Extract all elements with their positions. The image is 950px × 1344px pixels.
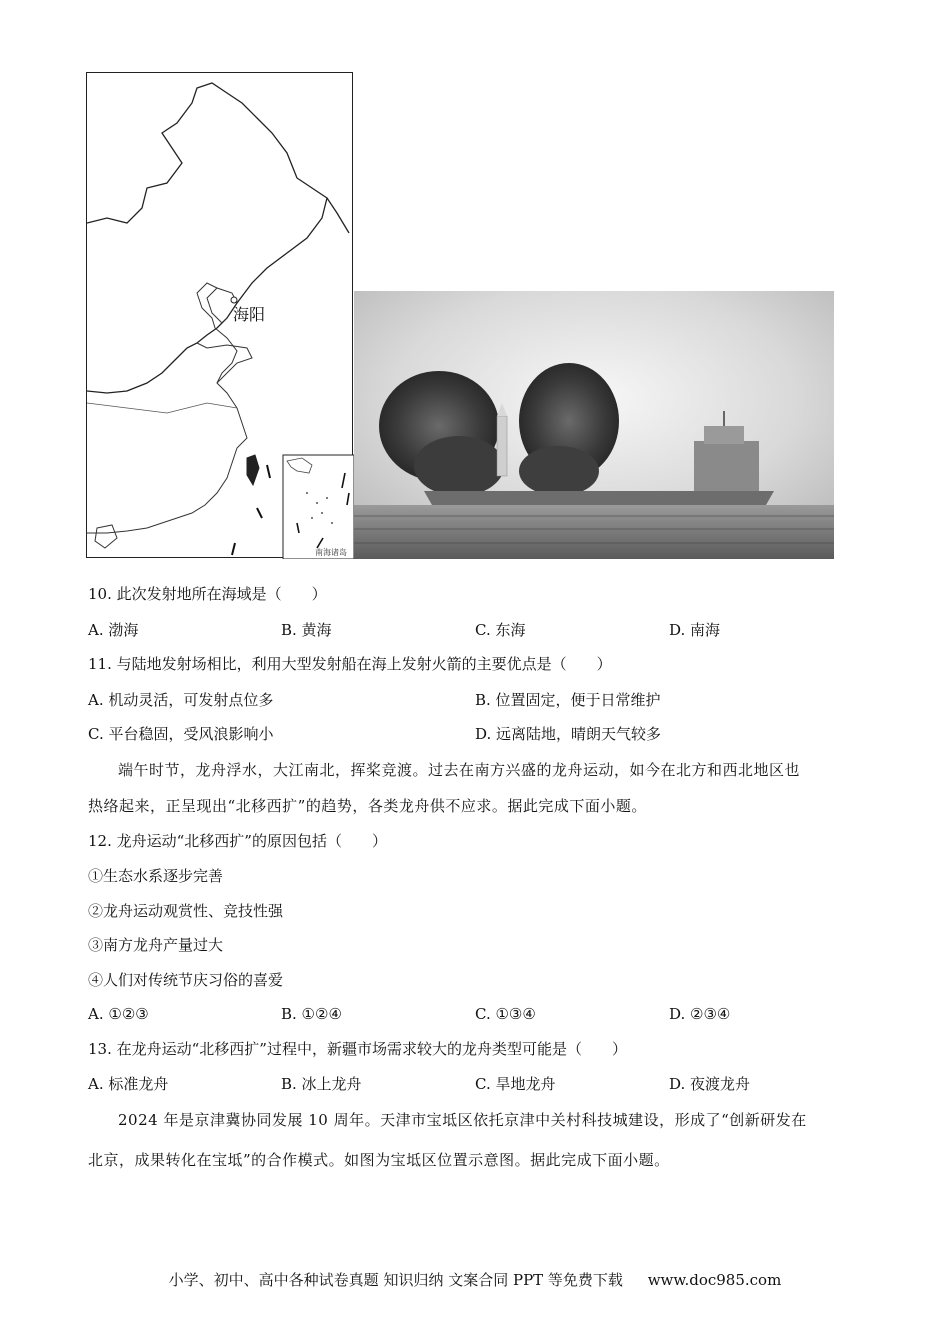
launch-illustration [354, 291, 834, 559]
q12-option-a[interactable]: A. ①②③ [88, 1005, 149, 1023]
q12-item-2: ②龙舟运动观赏性、竞技性强 [88, 902, 284, 920]
passage-dragon-boat-line1: 端午时节，龙舟浮水，大江南北，挥桨竞渡。过去在南方兴盛的龙舟运动，如今在北方和西北地区也 [118, 761, 801, 779]
q12-option-d[interactable]: D. ②③④ [669, 1005, 731, 1023]
q12-item-1: ①生态水系逐步完善 [88, 867, 224, 885]
q12-item-3: ③南方龙舟产量过大 [88, 936, 224, 954]
inset-label: 南海诸岛 [315, 548, 347, 557]
china-coast-map [86, 72, 353, 558]
passage-jingjinji-line1: 2024 年是京津冀协同发展 10 周年。天津市宝坻区依托京津中关村科技城建设，形成了“创新研发在 [118, 1111, 807, 1129]
map-outline [87, 73, 354, 559]
sea-launch-photo [354, 291, 834, 559]
q11-option-a[interactable]: A. 机动灵活，可发射点位多 [88, 691, 274, 709]
q10-option-a[interactable]: A. 渤海 [88, 621, 139, 639]
q10-option-b[interactable]: B. 黄海 [281, 621, 332, 639]
q13-option-c[interactable]: C. 旱地龙舟 [475, 1075, 556, 1093]
q13-option-b[interactable]: B. 冰上龙舟 [281, 1075, 362, 1093]
passage-jingjinji-line2: 北京，成果转化在宝坻”的合作模式。如图为宝坻区位置示意图。据此完成下面小题。 [88, 1151, 670, 1169]
q11-option-b[interactable]: B. 位置固定，便于日常维护 [475, 691, 661, 709]
q13-option-a[interactable]: A. 标准龙舟 [88, 1075, 169, 1093]
q13-option-d[interactable]: D. 夜渡龙舟 [669, 1075, 751, 1093]
q11-stem: 11. 与陆地发射场相比，利用大型发射船在海上发射火箭的主要优点是（ ） [88, 655, 612, 673]
q12-stem: 12. 龙舟运动“北移西扩”的原因包括（ ） [88, 832, 387, 850]
q10-option-d[interactable]: D. 南海 [669, 621, 721, 639]
q12-option-b[interactable]: B. ①②④ [281, 1005, 342, 1023]
footer-text: 小学、初中、高中各种试卷真题 知识归纳 文案合同 PPT 等免费下载 [168, 1271, 623, 1289]
q10-option-c[interactable]: C. 东海 [475, 621, 526, 639]
q11-option-d[interactable]: D. 远离陆地，晴朗天气较多 [475, 725, 662, 743]
footer-url[interactable]: www.doc985.com [647, 1271, 782, 1289]
q13-stem: 13. 在龙舟运动“北移西扩”过程中，新疆市场需求较大的龙舟类型可能是（ ） [88, 1040, 627, 1058]
map-label-haiyang: 海阳 [233, 305, 266, 324]
q10-stem: 10. 此次发射地所在海域是（ ） [88, 585, 327, 603]
q12-item-4: ④人们对传统节庆习俗的喜爱 [88, 971, 284, 989]
page-footer [0, 1269, 950, 1290]
passage-dragon-boat-line2: 热络起来，正呈现出“北移西扩”的趋势，各类龙舟供不应求。据此完成下面小题。 [88, 797, 647, 815]
q11-option-c[interactable]: C. 平台稳固，受风浪影响小 [88, 725, 274, 743]
q12-option-c[interactable]: C. ①③④ [475, 1005, 536, 1023]
